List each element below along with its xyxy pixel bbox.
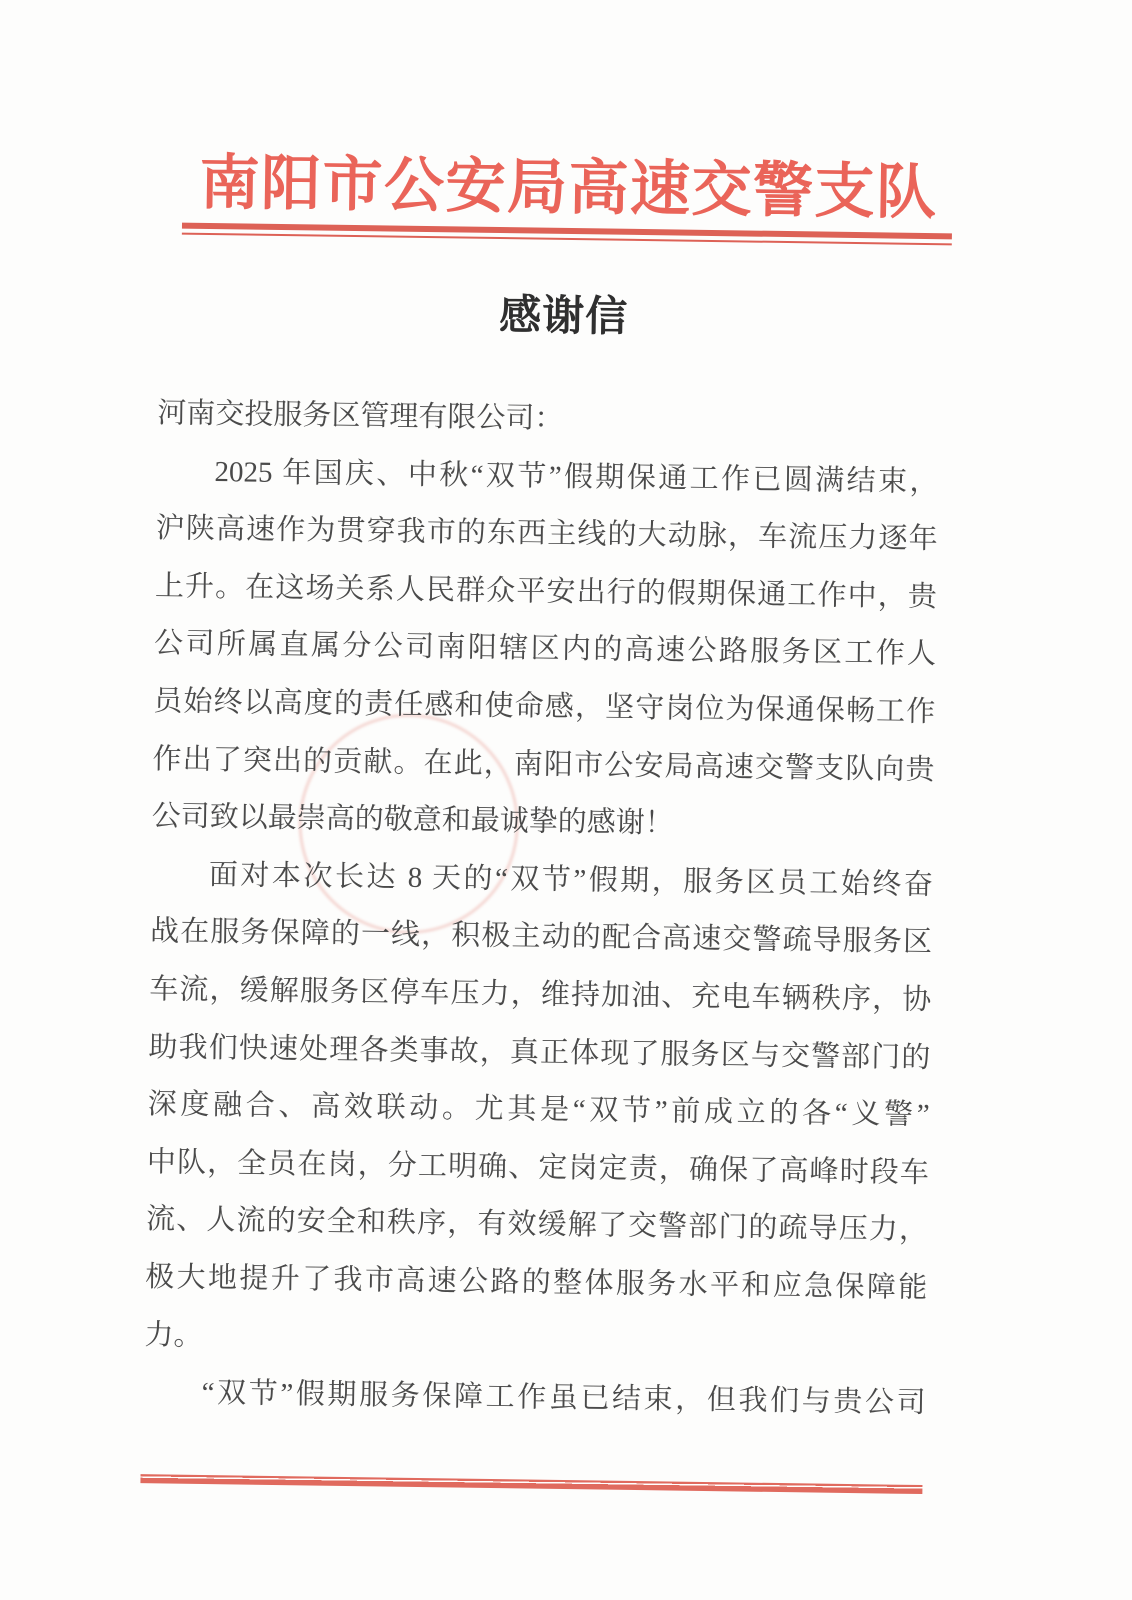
body-line: 员始终以高度的责任感和使命感，坚守岗位为保通保畅工作 bbox=[153, 685, 936, 729]
body-line: 2025 年国庆、中秋“双节”假期保通工作已圆满结束， bbox=[214, 455, 939, 498]
salutation: 河南交投服务区管理有限公司： bbox=[157, 397, 564, 435]
body-line: 助我们快速处理各类事故，真正体现了服务区与交警部门的 bbox=[148, 1030, 931, 1074]
body-line: 公司所属直属分公司南阳辖区内的高速公路服务区工作人 bbox=[153, 627, 937, 671]
body-line: “双节”假期服务保障工作虽已结束，但我们与贵公司 bbox=[201, 1377, 926, 1420]
document-title: 感谢信 bbox=[498, 293, 629, 341]
body-line: 流、人流的安全和秩序，有效缓解了交警部门的疏导压力， bbox=[145, 1203, 929, 1247]
body-line: 面对本次长达 8 天的“双节”假期，服务区员工始终奋 bbox=[208, 858, 934, 901]
body-line: 战在服务保障的一线，积极主动的配合高速交警疏导服务区 bbox=[149, 915, 933, 959]
body-line: 上升。在这场关系人民群众平安出行的假期保通工作中，贵 bbox=[154, 570, 938, 613]
body-line: 深度融合、高效联动。尤其是“双节”前成立的各“义警” bbox=[147, 1088, 930, 1132]
body-line: 中队，全员在岗，分工明确、定岗定责，确保了高峰时段车 bbox=[146, 1145, 930, 1189]
footer-divider bbox=[140, 1474, 922, 1493]
body-line: 公司致以最崇高的敬意和最诚挚的感谢！ bbox=[151, 800, 674, 840]
letterhead-title: 南阳市公安局高速交警支队 bbox=[199, 149, 938, 227]
body-line: 力。 bbox=[144, 1318, 203, 1352]
body-line: 极大地提升了我市高速公路的整体服务水平和应急保障能 bbox=[145, 1261, 928, 1304]
letter-body bbox=[143, 385, 939, 1433]
body-line: 作出了突出的贡献。在此，南阳市公安局高速交警支队向贵 bbox=[152, 742, 935, 786]
body-line: 沪陕高速作为贯穿我市的东西主线的大动脉，车流压力逐年 bbox=[155, 512, 938, 556]
body-line: 车流，缓解服务区停车压力，维持加油、充电车辆秩序，协 bbox=[149, 973, 932, 1017]
